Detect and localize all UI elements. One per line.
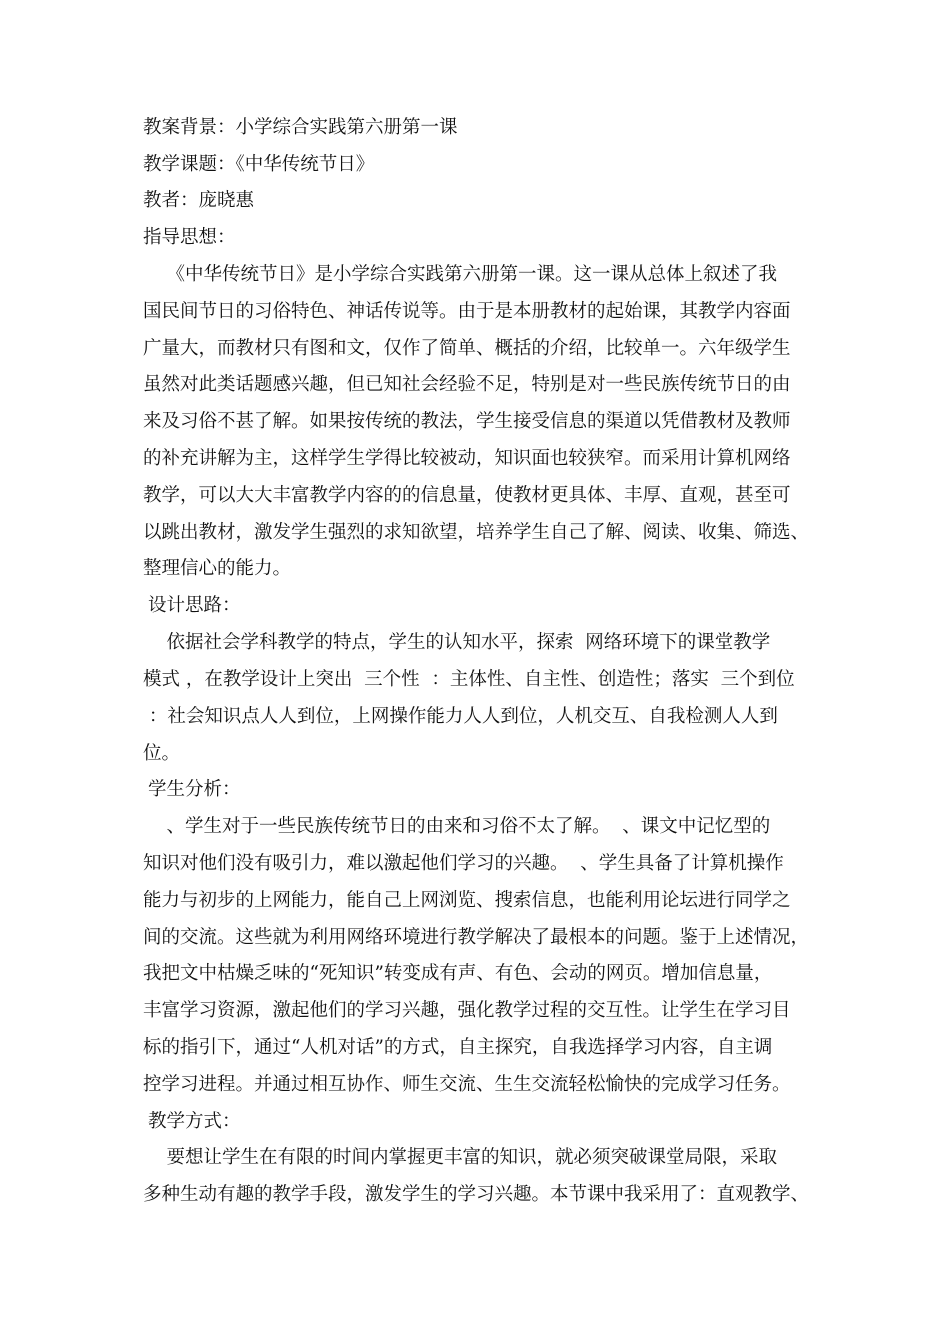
paragraph-line: 多种生动有趣的教学手段，激发学生的学习兴趣。本节课中我采用了：直观教学、 [143,1184,810,1205]
section-heading-teaching-method: 教学方式： [148,1111,241,1132]
paragraph-line: 能力与初步的上网能力，能自己上网浏览、搜索信息，也能利用论坛进行同学之 [143,890,791,911]
paragraph-line: 的补充讲解为主，这样学生学得比较被动，知识面也较狭窄。而采用计算机网络 [143,448,791,469]
teacher-line: 教者：庞晓惠 [143,190,255,211]
paragraph-line: 国民间节日的习俗特色、神话传说等。由于是本册教材的起始课，其教学内容面 [143,301,791,322]
paragraph-line: 虽然对此类话题感兴趣，但已知社会经验不足，特别是对一些民族传统节日的由 [143,374,791,395]
paragraph-line: 我把文中枯燥乏味的“死知识”转变成有声、有色、会动的网页。增加信息量， [143,963,773,984]
section-heading-student-analysis: 学生分析： [148,779,241,800]
paragraph-line: 以跳出教材，激发学生强烈的求知欲望，培养学生自己了解、阅读、收集、筛选、 [143,522,810,543]
paragraph-line: 、学生对于一些民族传统节日的由来和习俗不太了解。 、课文中记忆型的 [143,816,771,837]
paragraph-line: 教学，可以大大丰富教学内容的的信息量，使教材更具体、丰厚、直观，甚至可 [143,485,791,506]
paragraph-line: 间的交流。这些就为利用网络环境进行教学解决了最根本的问题。鉴于上述情况， [143,927,810,948]
section-heading-design-idea: 设计思路： [148,595,241,616]
paragraph-line: 模式 ，在教学设计上突出 三个性 ：主体性、自主性、创造性；落实 三个到位 [143,669,795,690]
paragraph-line: 来及习俗不甚了解。如果按传统的教法，学生接受信息的渠道以凭借教材及教师 [143,411,791,432]
paragraph-line: 丰富学习资源，激起他们的学习兴趣，强化教学过程的交互性。让学生在学习目 [143,1000,791,1021]
paragraph-line: 标的指引下，通过“人机对话”的方式，自主探究，自我选择学习内容，自主调 [143,1037,773,1058]
paragraph-line: 广量大，而教材只有图和文，仅作了简单、概括的介绍，比较单一。六年级学生 [143,338,791,359]
paragraph-line: 控学习进程。并通过相互协作、师生交流、生生交流轻松愉快的完成学习任务。 [143,1074,791,1095]
section-heading-guiding-thought: 指导思想： [143,227,236,248]
paragraph-line: 要想让学生在有限的时间内掌握更丰富的知识，就必须突破课堂局限，采取 [143,1147,778,1168]
lesson-topic-line: 教学课题：《中华传统节日》 [143,154,375,175]
lesson-background-line: 教案背景：小学综合实践第六册第一课 [143,117,458,138]
paragraph-line: 位。 [143,743,181,764]
paragraph-line: 知识对他们没有吸引力，难以激起他们学习的兴趣。 、学生具备了计算机操作 [143,853,784,874]
paragraph-line: 《中华传统节日》是小学综合实践第六册第一课。这一课从总体上叙述了我 [143,264,778,285]
paragraph-line: ：社会知识点人人到位，上网操作能力人人到位，人机交互、自我检测人人到 [143,706,778,727]
paragraph-line: 依据社会学科教学的特点，学生的认知水平，探索 网络环境下的课堂教学 [143,632,771,653]
paragraph-line: 整理信心的能力。 [143,558,292,579]
